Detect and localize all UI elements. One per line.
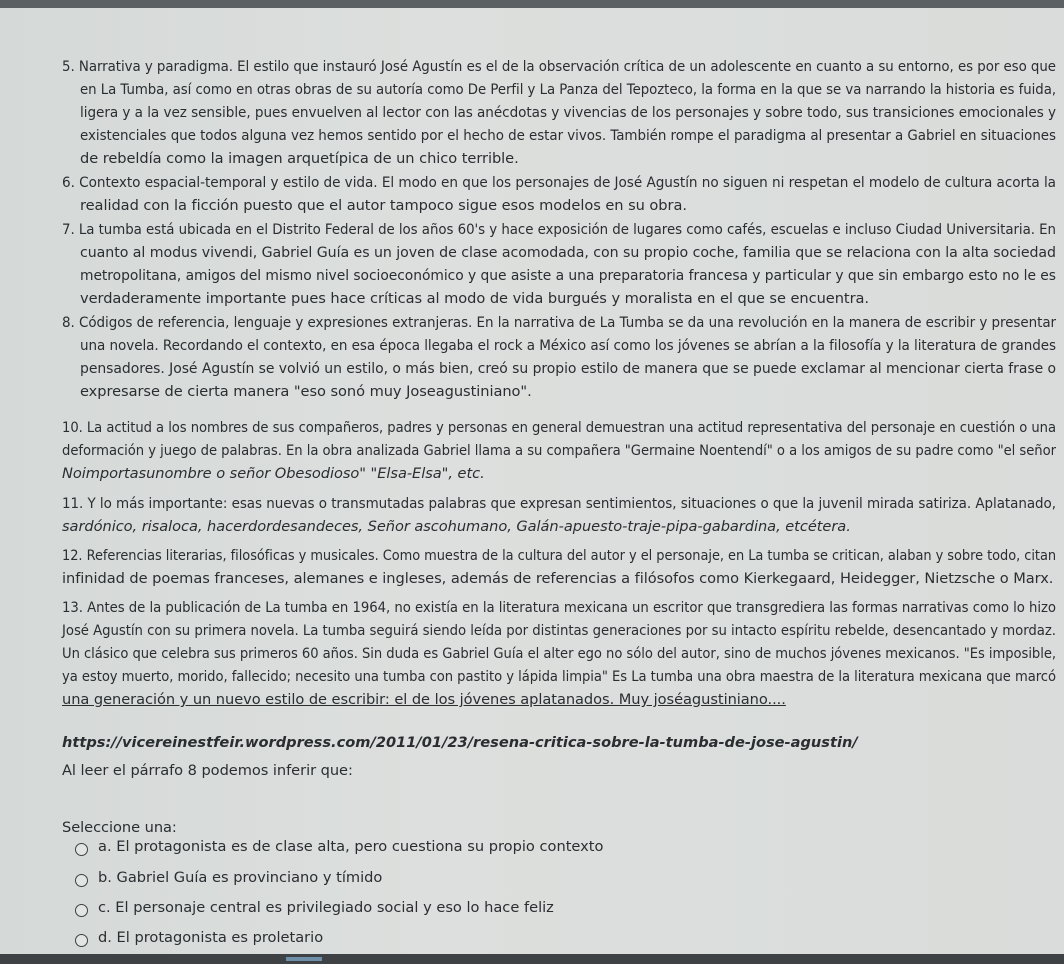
paragraph-7-line-2: cuanto al modus vivendi, Gabriel Guía es un joven de clase acomodada, con su propio coche, familia que se relaciona con la alta sociedad <box>80 244 1056 261</box>
paragraph-13-line-1: 13. Antes de la publicación de La tumba en 1964, no existía en la literatura mexicana un escritor que transgrediera las formas narrativas como lo hizo <box>62 599 1056 616</box>
source-url: https://vicereinestfeir.wordpress.com/2011/01/23/resena-critica-sobre-la-tumba-de-jose-agustin/ <box>62 734 858 751</box>
paragraph-8-line-1: 8. Códigos de referencia, lenguaje y expresiones extranjeras. En la narrativa de La Tumba se da una revolución en la manera de escribir y presentar <box>62 314 1057 331</box>
paragraph-13-line-3: Un clásico que celebra sus primeros 60 años. Sin duda es Gabriel Guía el alter ego no sólo del autor, sino de muchos jóvenes mexicanos. "Es imposible, <box>62 645 1057 662</box>
paragraph-6-line-1: 6. Contexto espacial-temporal y estilo de vida. El modo en que los personajes de José Agustín no siguen ni respetan el modelo de cultura acorta la <box>62 174 1056 191</box>
option-c[interactable] <box>74 899 574 921</box>
paragraph-5-line-2: en La Tumba, así como en otras obras de su autoría como De Perfil y La Panza del Tepozteco, la forma en la que se va narrando la historia es fuida, <box>80 81 1057 98</box>
radio-option-d[interactable] <box>75 934 88 947</box>
paragraph-11-line-1: 11. Y lo más importante: esas nuevas o transmutadas palabras que expresan sentimientos, situaciones o que la juvenil mirada satiriza. Aplatanado, <box>62 495 1056 512</box>
paragraph-13-line-5: una generación y un nuevo estilo de escribir: el de los jóvenes aplatanados. Muy joséagustiniano.... <box>62 691 786 708</box>
taskbar-indicator <box>286 957 322 961</box>
paragraph-12-line-2: infinidad de poemas franceses, alemanes e ingleses, además de referencias a filósofos como Kierkegaard, Heidegger, Nietzsche o Marx. <box>62 570 1054 587</box>
paragraph-8-line-2: una novela. Recordando el contexto, en esa época llegaba el rock a México así como los jóvenes se abrían a la filosofía y la literatura de grandes <box>80 337 1057 354</box>
paragraph-13-line-2: José Agustín con su primera novela. La tumba seguirá siendo leída por distintas generaciones por su intacto espíritu rebelde, desencantado y mordaz. <box>62 622 1056 639</box>
window-top-edge <box>0 0 1064 8</box>
paragraph-10-line-1: 10. La actitud a los nombres de sus compañeros, padres y personas en general demuestran una actitud representativa del personaje en cuestión o una <box>62 419 1056 436</box>
option-b-label: b. Gabriel Guía es provinciano y tímido <box>98 869 383 886</box>
paragraph-5-line-5: de rebeldía como la imagen arquetípica de un chico terrible. <box>80 150 519 167</box>
taskbar-edge <box>0 954 1064 964</box>
question-text: Al leer el párrafo 8 podemos inferir que: <box>62 762 353 779</box>
radio-option-a[interactable] <box>75 843 88 856</box>
radio-option-b[interactable] <box>75 874 88 887</box>
option-a-label: a. El protagonista es de clase alta, pero cuestiona su propio contexto <box>98 838 604 855</box>
option-b[interactable] <box>74 869 574 891</box>
paragraph-7-line-4: verdaderamente importante pues hace críticas al modo de vida burgués y moralista en el que se encuentra. <box>80 290 870 307</box>
paragraph-7-line-1: 7. La tumba está ubicada en el Distrito Federal de los años 60's y hace exposición de lugares como cafés, escuelas e incluso Ciudad Universitaria. En <box>62 221 1056 238</box>
option-d-label: d. El protagonista es proletario <box>98 929 324 946</box>
paragraph-8-line-4: expresarse de cierta manera "eso sonó muy Joseagustiniano". <box>80 383 532 400</box>
paragraph-5-line-3: ligera y a la vez sensible, pues envuelven al lector con las anécdotas y vivencias de los personajes y sobre todo, sus transiciones emocionales y <box>80 104 1056 121</box>
option-a[interactable] <box>74 838 604 860</box>
paragraph-10-line-3: Noimportasunombre o señor Obesodioso" "Elsa-Elsa", etc. <box>62 465 485 482</box>
paragraph-12-line-1: 12. Referencias literarias, filosóficas y musicales. Como muestra de la cultura del autor y el personaje, en La tumba se critican, alaban y sobre todo, citan <box>62 547 1057 564</box>
option-d[interactable] <box>74 929 574 951</box>
paragraph-13-line-4: ya estoy muerto, morido, fallecido; necesito una tumba con pastito y lápida limpia" Es La tumba una obra maestra de la literatura mexicana que marcó <box>62 668 1056 685</box>
paragraph-10-line-2: deformación y juego de palabras. En la obra analizada Gabriel llama a su compañera "Germaine Noentendí" o a los amigos de su padre como "el señor <box>62 442 1057 459</box>
paragraph-8-line-3: pensadores. José Agustín se volvió un estilo, o más bien, creó su propio estilo de manera que se puede exclamar al mencionar cierta frase o <box>80 360 1056 377</box>
option-c-label: c. El personaje central es privilegiado social y eso lo hace feliz <box>98 899 554 916</box>
paragraph-6-line-2: realidad con la ficción puesto que el autor tampoco sigue esos modelos en su obra. <box>80 197 687 214</box>
paragraph-7-line-3: metropolitana, amigos del mismo nivel socioeconómico y que asiste a una preparatoria francesa y particular y que sin embargo esto no le es <box>80 267 1056 284</box>
radio-option-c[interactable] <box>75 904 88 917</box>
paragraph-11-line-2: sardónico, risaloca, hacerdordesandeces, Señor ascohumano, Galán-apuesto-traje-pipa-gabardina, etcétera. <box>62 518 851 535</box>
paragraph-5-line-1: 5. Narrativa y paradigma. El estilo que instauró José Agustín es el de la observación crítica de un adolescente en cuanto a su entorno, es por eso que <box>62 58 1056 75</box>
select-one-label: Seleccione una: <box>62 819 177 836</box>
paragraph-5-line-4: existenciales que todos alguna vez hemos sentido por el hecho de estar vivos. También rompe el paradigma al presentar a Gabriel en situaciones <box>80 127 1056 144</box>
